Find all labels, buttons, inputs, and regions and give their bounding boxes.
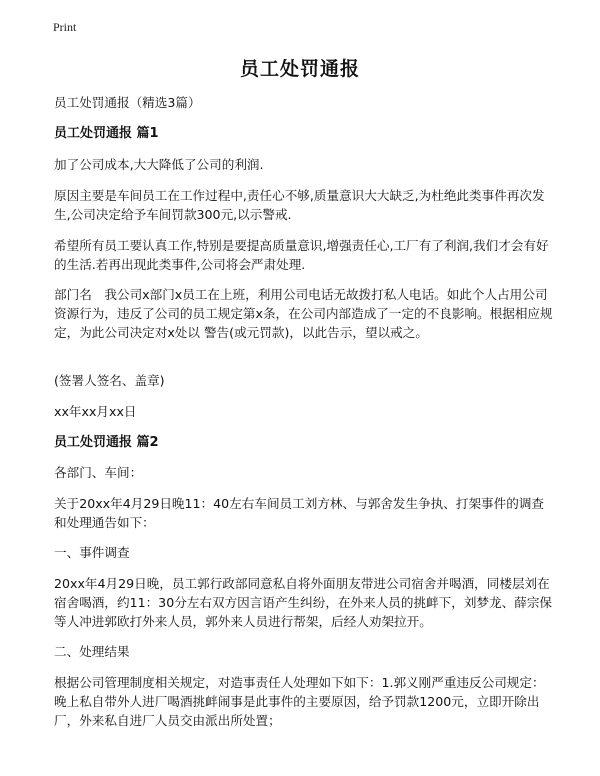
investigation-paragraph: 20xx年4月29日晚，员工郭行政部同意私自将外面朋友带进公司宿舍并喝酒，同楼层刘在宿舍喝酒，约11：30分左右双方因言语产生纠纷，在外来人员的挑衅下，刘梦龙、薛宗保等人冲进郭欧打外来人员，郭外来人员进行帮架，后经人劝架拉开。 [54,576,553,629]
document-title: 员工处罚通报 [239,58,360,80]
section1-paragraph-2: 原因主要是车间员工在工作过程中,责任心不够,质量意识大大缺乏,为杜绝此类事件再次发生,公司决定给予车间罚款300元,以示警戒. [54,188,545,222]
result-paragraph: 根据公司管理制度相关规定，对造事责任人处理如下如下：1.郭义刚严重违反公司规定：晚上私自带外人进厂喝酒挑衅闹事是此事件的主要原因，给予罚款1200元，立即开除出厂，外来私自进厂人员交由派出所处置； [54,675,545,728]
print-label: Print [53,20,77,34]
greeting: 各部门、车间： [54,465,143,480]
subheading-investigation: 一、事件调查 [54,545,130,560]
section1-paragraph-3: 希望所有员工要认真工作,特别是要提高质量意识,增强责任心,工厂有了利润,我们才会有好的生活.若再出现此类事件,公司将会严肃处理. [54,238,549,272]
section1-heading: 员工处罚通报 篇1 [54,126,159,141]
section1-paragraph-4: 部门名 我公司x部门x员工在上班，利用公司电话无故拨打私人电话。如此个人占用公司资源行为，违反了公司的员工规定第x条，在公司内部造成了一定的不良影响。根据相应规定，为此公司决定对x处以 警告(或元罚款)，以此告示，望以戒之。 [54,287,553,340]
date-line: xx年xx月xx日 [54,404,137,419]
section2-heading: 员工处罚通报 篇2 [54,435,159,450]
document-subtitle: 员工处罚通报（精选3篇） [54,95,201,110]
subheading-result: 二、处理结果 [54,644,130,659]
intro-paragraph: 关于20xx年4月29日晚11：40左右车间员工刘方林、与郭舍发生争执、打架事件的调查和处理通告如下： [54,496,545,530]
signature-line: (签署人签名、盖章) [54,373,165,388]
section1-paragraph-1: 加了公司成本,大大降低了公司的利润. [54,157,264,172]
